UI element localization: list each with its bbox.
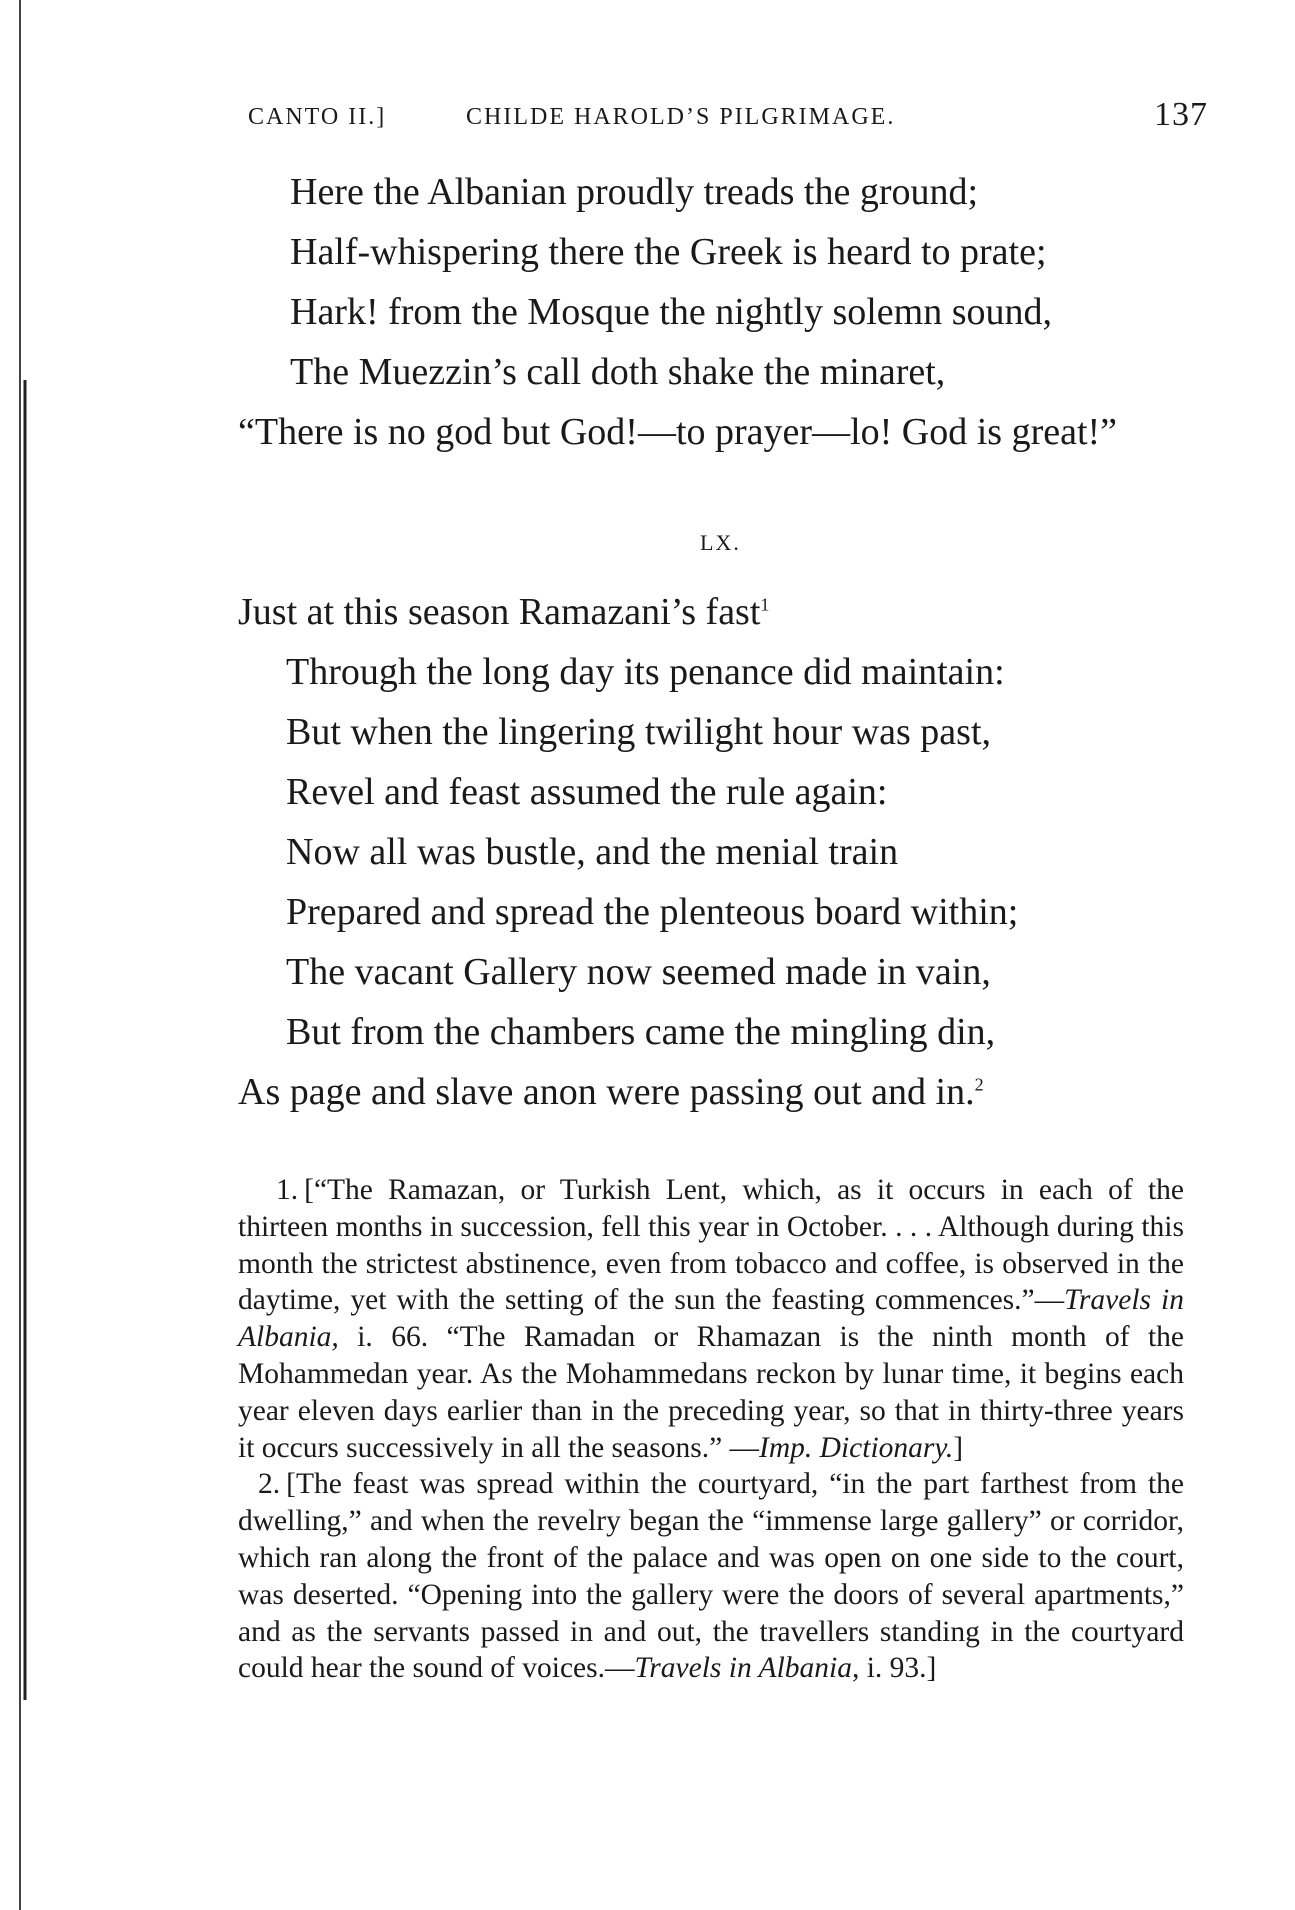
verse-line: As page and slave anon were passing out and in.$^2$ [238,1071,984,1113]
verse-line: Now all was bustle, and the menial train [286,831,899,873]
running-header [248,96,1208,136]
verse-line: The Muezzin’s call doth shake the minaret, [290,351,946,393]
canto-label: CANTO II.] [248,104,387,130]
verse-line: Here the Albanian proudly treads the ground; [290,171,979,213]
verse-line: Through the long day its penance did maintain: [286,651,1005,693]
verse-line: Prepared and spread the plenteous board within; [286,891,1019,933]
footnote-ref: 2 [974,1074,984,1095]
verse-line: But from the chambers came the mingling din, [286,1011,996,1053]
citation: Imp. Dictionary. [759,1431,954,1464]
footnote-number: 2. [258,1468,281,1501]
verse-line: Revel and feast assumed the rule again: [286,771,888,813]
footnote-2: 2. [The feast was spread within the courtyard, “in the part farthest from the dwelling,” and when the revelry began the “immense large gallery” or corridor, which ran along the front of the palace and was open on one side to the court, was deserted. “Opening into the gallery were the doors of several apartments,” and as the servants passed in and out, the travellers standing in the courtyard could hear the sound of voices.—Travels in Albania, i. 93.] [238,1468,1184,1685]
verse-line: Half-whispering there the Greek is heard to prate; [290,231,1047,273]
binding-edge [18,0,28,1910]
verse-line: “There is no god but God!—to prayer—lo! God is great!” [238,411,1118,453]
verse-line: But when the lingering twilight hour was past, [286,711,992,753]
verse-line: Hark! from the Mosque the nightly solemn sound, [290,291,1053,333]
footnote-1: 1. [“The Ramazan, or Turkish Lent, which, as it occurs in each of the thirteen months in succession, fell this year in October. . . . Although during this month the strictest abstinence, even from tobacco and coffee, is observed in the daytime, yet with the setting of the sun the feasting commences.”—Travels in Albania, i. 66. “The Ramadan or Rhamazan is the ninth month of the Mohammedan year. As the Mohammedans reckon by lunar time, it begins each year eleven days earlier than in the preceding year, so that in thirty-three years it occurs successively in all the seasons.” —Imp. Dictionary.] [238,1174,1184,1464]
verse-line: The vacant Gallery now seemed made in vain, [286,951,991,993]
book-title: CHILDE HAROLD’S PILGRIMAGE. [466,104,896,130]
verse-line: Just at this season Ramazani’s fast$^1$ [238,591,770,633]
citation: Travels in Albania, [238,1284,1184,1354]
stanza-number: LX. [700,530,741,555]
footnotes [238,1172,1184,1687]
footnote-ref: 1 [760,594,770,615]
page-number: 137 [1154,96,1208,133]
citation: Travels in Albania, [634,1652,860,1685]
footnote-number: 1. [276,1174,299,1206]
